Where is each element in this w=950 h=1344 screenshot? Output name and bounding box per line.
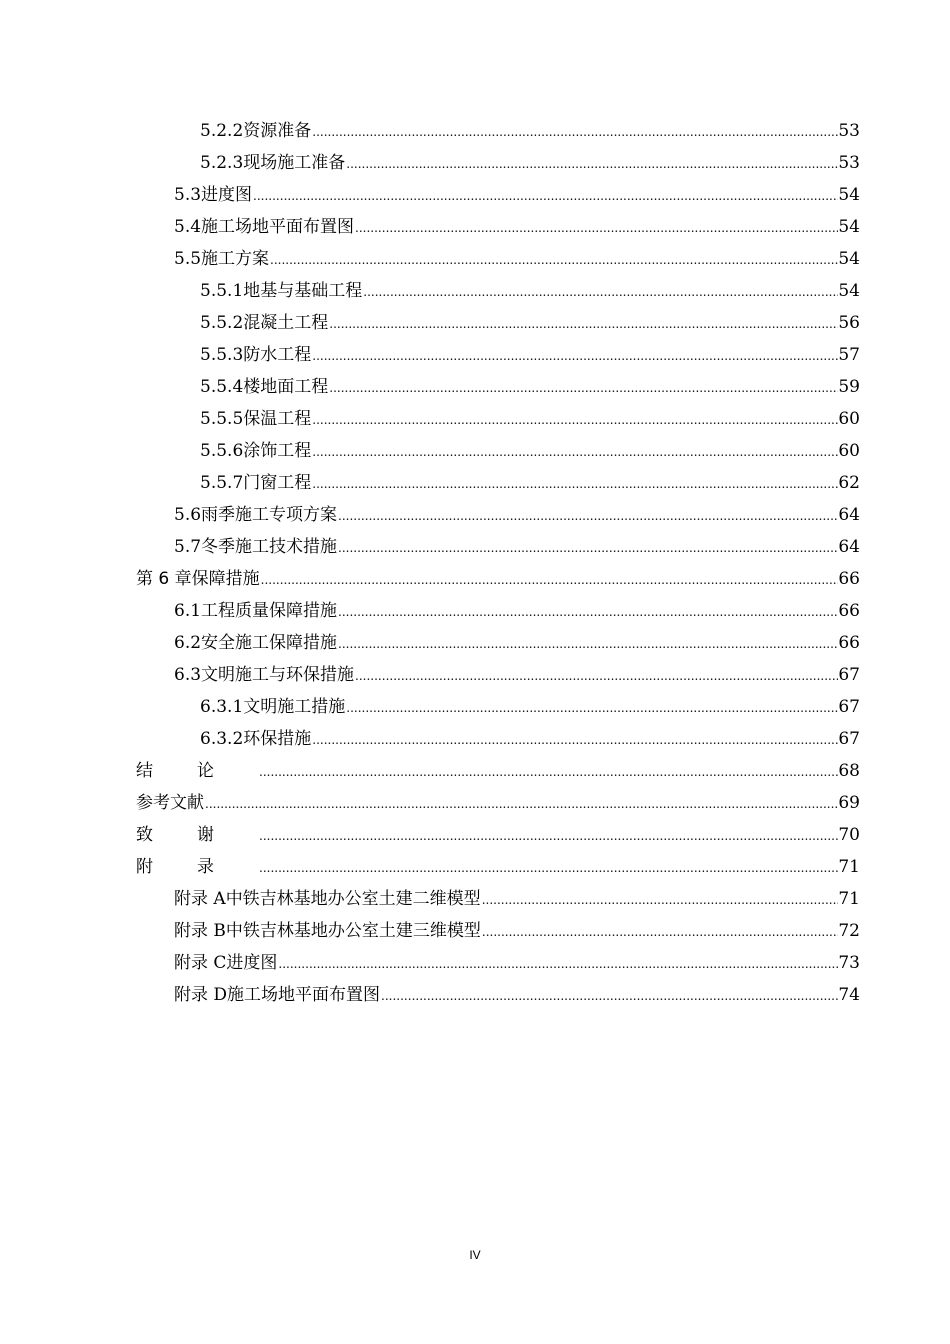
dot-leader [261, 563, 839, 596]
toc-entry-number: 5.5.1 [200, 281, 244, 301]
toc-entry[interactable] [136, 563, 860, 595]
toc-entry-number: 附录 A [174, 889, 226, 909]
toc-entry-title: 安全施工保障措施 [201, 633, 338, 653]
toc-entry-title: 混凝土工程 [243, 313, 329, 333]
toc-entry-page-number: 66 [838, 633, 860, 653]
toc-entry-page-number: 54 [838, 281, 860, 301]
dot-leader [278, 947, 838, 980]
toc-entry-number: 5.4 [174, 217, 202, 237]
toc-entry[interactable] [136, 115, 860, 147]
toc-entry-page-number: 53 [838, 121, 860, 141]
dot-leader [259, 755, 838, 788]
toc-entry-page-number: 72 [838, 921, 860, 941]
toc-entry-page-number: 60 [838, 409, 860, 429]
toc-entry[interactable] [136, 851, 860, 883]
toc-entry-title: 冬季施工技术措施 [201, 537, 338, 557]
toc-entry-title: 门窗工程 [243, 473, 312, 493]
toc-entry-number: 第 6 章 [136, 569, 192, 589]
dot-leader [346, 147, 838, 180]
toc-entry[interactable] [136, 179, 860, 211]
toc-entry[interactable] [136, 979, 860, 1011]
dot-leader [482, 883, 839, 916]
toc-entry-number: 附录 D [174, 985, 228, 1005]
toc-entry[interactable] [136, 531, 860, 563]
toc-entry-number: 6.3 [174, 665, 202, 685]
toc-entry-number: 6.2 [174, 633, 202, 653]
dot-leader [381, 979, 838, 1012]
toc-entry[interactable] [136, 243, 860, 275]
toc-entry-page-number: 53 [838, 153, 860, 173]
toc-entry-title: 施工场地平面布置图 [227, 985, 381, 1005]
toc-entry-number: 5.2.2 [200, 121, 244, 141]
toc-entry[interactable] [136, 915, 860, 947]
toc-entry[interactable] [136, 595, 860, 627]
toc-entry-title: 结论 [136, 761, 258, 781]
toc-entry-page-number: 67 [838, 697, 860, 717]
toc-entry-page-number: 62 [838, 473, 860, 493]
dot-leader [482, 915, 838, 948]
toc-entry-page-number: 54 [838, 249, 860, 269]
toc-entry-title: 保障措施 [191, 569, 260, 589]
toc-entry-title: 地基与基础工程 [243, 281, 363, 301]
toc-entry-page-number: 71 [838, 857, 860, 877]
toc-entry-number: 5.5.7 [200, 473, 244, 493]
toc-entry-title: 现场施工准备 [243, 153, 346, 173]
toc-entry[interactable] [136, 787, 860, 819]
toc-entry-number: 5.2.3 [200, 153, 244, 173]
dot-leader [312, 467, 838, 500]
toc-entry[interactable] [136, 819, 860, 851]
toc-entry[interactable] [136, 147, 860, 179]
toc-entry-title: 环保措施 [243, 729, 312, 749]
dot-leader [259, 851, 838, 884]
toc-entry[interactable] [136, 339, 860, 371]
dot-leader [355, 211, 838, 244]
toc-entry-page-number: 73 [838, 953, 860, 973]
toc-entry-title: 施工方案 [201, 249, 270, 269]
toc-entry-page-number: 59 [838, 377, 860, 397]
toc-entry[interactable] [136, 691, 860, 723]
table-of-contents [136, 115, 860, 1011]
toc-entry-number: 5.5.3 [200, 345, 244, 365]
toc-entry-page-number: 66 [838, 601, 860, 621]
toc-entry-title: 文明施工措施 [243, 697, 346, 717]
toc-entry-title: 施工场地平面布置图 [201, 217, 355, 237]
dot-leader [205, 787, 838, 820]
toc-entry-page-number: 74 [838, 985, 860, 1005]
toc-entry-page-number: 68 [838, 761, 860, 781]
toc-entry[interactable] [136, 435, 860, 467]
dot-leader [363, 275, 838, 308]
toc-entry-page-number: 64 [838, 537, 860, 557]
dot-leader [259, 819, 838, 852]
toc-entry-title: 雨季施工专项方案 [201, 505, 338, 525]
dot-leader [338, 627, 838, 660]
toc-entry-page-number: 60 [838, 441, 860, 461]
toc-entry[interactable] [136, 499, 860, 531]
toc-entry-page-number: 69 [838, 793, 860, 813]
toc-entry[interactable] [136, 755, 860, 787]
toc-entry-title: 中铁吉林基地办公室土建二维模型 [225, 889, 481, 909]
toc-entry-number: 5.7 [174, 537, 202, 557]
toc-entry[interactable] [136, 883, 860, 915]
toc-entry-title: 进度图 [201, 185, 253, 205]
toc-entry-number: 5.5.2 [200, 313, 244, 333]
toc-entry-title: 楼地面工程 [243, 377, 329, 397]
toc-entry-title: 中铁吉林基地办公室土建三维模型 [225, 921, 481, 941]
toc-entry-title: 工程质量保障措施 [201, 601, 338, 621]
toc-entry[interactable] [136, 659, 860, 691]
toc-entry[interactable] [136, 723, 860, 755]
toc-entry-number: 6.3.1 [200, 697, 244, 717]
toc-entry-page-number: 70 [838, 825, 860, 845]
toc-entry-page-number: 54 [838, 217, 860, 237]
dot-leader [355, 659, 838, 692]
dot-leader [312, 339, 838, 372]
toc-entry-page-number: 66 [838, 569, 860, 589]
toc-entry-page-number: 67 [838, 729, 860, 749]
dot-leader [312, 723, 838, 756]
toc-entry-title: 进度图 [226, 953, 278, 973]
toc-entry-number: 5.6 [174, 505, 202, 525]
toc-entry-number: 5.5.6 [200, 441, 244, 461]
toc-entry[interactable] [136, 307, 860, 339]
toc-entry-title: 参考文献 [136, 793, 204, 813]
toc-entry-number: 5.5.5 [200, 409, 244, 429]
toc-entry-number: 6.3.2 [200, 729, 244, 749]
toc-entry-title: 资源准备 [243, 121, 312, 141]
toc-entry-number: 5.3 [174, 185, 202, 205]
toc-entry-title: 附录 [136, 857, 258, 877]
dot-leader [338, 595, 838, 628]
dot-leader [329, 307, 838, 340]
dot-leader [312, 435, 838, 468]
toc-entry[interactable] [136, 371, 860, 403]
toc-entry-page-number: 57 [838, 345, 860, 365]
dot-leader [338, 499, 838, 532]
toc-entry-title: 防水工程 [243, 345, 312, 365]
dot-leader [253, 179, 838, 212]
toc-entry-number: 5.5 [174, 249, 202, 269]
toc-entry-number: 附录 B [174, 921, 226, 941]
toc-entry-number: 5.5.4 [200, 377, 244, 397]
toc-entry-title: 保温工程 [243, 409, 312, 429]
dot-leader [329, 371, 838, 404]
toc-entry[interactable] [136, 947, 860, 979]
toc-entry[interactable] [136, 275, 860, 307]
toc-entry[interactable] [136, 627, 860, 659]
dot-leader [312, 115, 838, 148]
toc-entry-number: 附录 C [174, 953, 227, 973]
dot-leader [338, 531, 838, 564]
toc-entry-title: 涂饰工程 [243, 441, 312, 461]
toc-entry-title: 文明施工与环保措施 [201, 665, 355, 685]
toc-entry[interactable] [136, 467, 860, 499]
dot-leader [346, 691, 838, 724]
toc-entry-page-number: 64 [838, 505, 860, 525]
toc-entry-page-number: 54 [838, 185, 860, 205]
dot-leader [312, 403, 838, 436]
toc-entry[interactable] [136, 403, 860, 435]
toc-entry-page-number: 67 [838, 665, 860, 685]
dot-leader [270, 243, 838, 276]
toc-entry-page-number: 56 [838, 313, 860, 333]
toc-entry-page-number: 71 [838, 889, 860, 909]
page-number-footer: IV [469, 1248, 481, 1262]
toc-entry-title: 致谢 [136, 825, 258, 845]
toc-entry[interactable] [136, 211, 860, 243]
toc-entry-number: 6.1 [174, 601, 202, 621]
